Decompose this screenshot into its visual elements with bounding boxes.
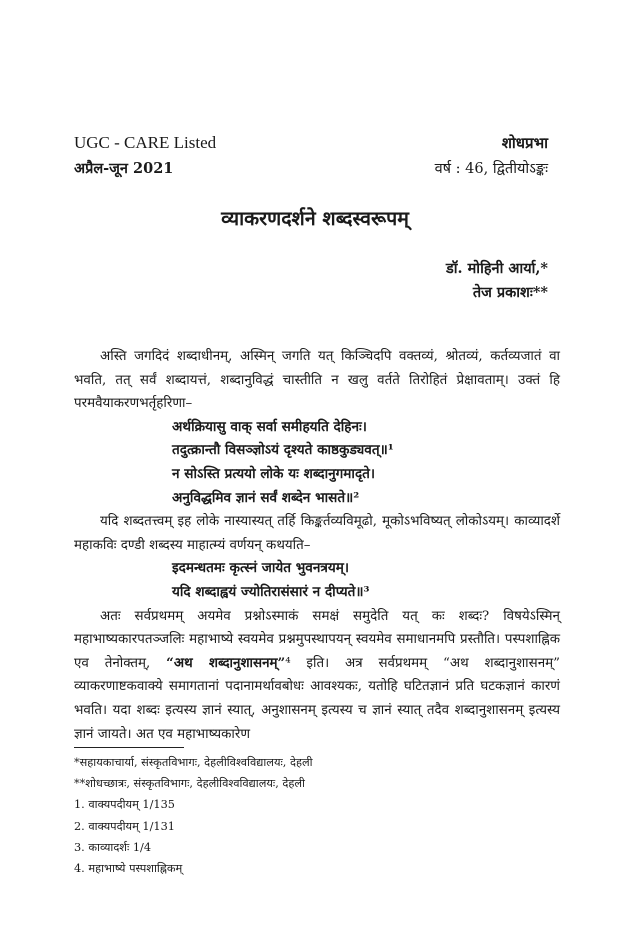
footnote-ref: ⁴ bbox=[285, 655, 291, 671]
footnote-item: **शोधच्छात्रः, संस्कृतविभागः, देहलीविश्वविद्यालयः, देहली bbox=[74, 777, 305, 791]
journal-name: शोधप्रभा bbox=[501, 134, 548, 152]
footnote-item: 3. काव्यादर्शः 1/4 bbox=[74, 840, 152, 854]
article-title: व्याकरणदर्शने शब्दस्वरूपम् bbox=[221, 207, 409, 230]
footnote-item: *सहायकाचार्या, संस्कृतविभागः, देहलीविश्वविद्यालयः, देहली bbox=[74, 756, 313, 769]
paragraph-3-part-1: अतः सर्वप्रथमम् अयमेव प्रश्नोऽस्माकं समक्षं समुदेति यत् कः शब्दः? विषयेऽस्मिन् महाभाष्यकारपतञ्जलिः महाभाष्ये स्वयमेव प्रश्नमुपस्थापयन् स्वयमेव समाधानमपि प्रस्तौति। पस्पशाह्निक एव तेनोक्तम्, bbox=[74, 608, 560, 671]
issue-date: अप्रैल-जून 2021 bbox=[74, 160, 174, 177]
footnote-divider bbox=[74, 747, 184, 748]
paragraph-3 bbox=[74, 605, 560, 747]
paragraph-3-part-2: इति। अत्र सर्वप्रथमम् “अथ शब्दानुशासनम्” व्याकरणाष्टकवाक्ये समागतानां पदानामर्थावबोधः आवश्यकः, यतोहि घटितज्ञानं प्रति घटकज्ञानं कारणं भवति। यदा शब्दः इत्यस्य ज्ञानं स्यात्, अनुशासनम् इत्यस्य च ज्ञानं स्यात् तदैव शब्दानुशासनम् इत्यस्य ज्ञानं जायते। अत एव महाभाष्यकारेण bbox=[74, 655, 560, 742]
article-body bbox=[74, 345, 560, 746]
journal-listing: UGC - CARE Listed bbox=[74, 133, 217, 152]
verse-line: इदमन्धतमः कृत्स्नं जायेत भुवनत्रयम्। bbox=[172, 560, 350, 577]
verse-line: तदुत्क्रान्तौ विसञ्ज्ञोऽयं दृश्यते काष्ठकुड्यवत्॥¹ bbox=[172, 442, 394, 459]
verse-line: अर्थक्रियासु वाक् सर्वा समीहयति देहिनः। bbox=[172, 418, 367, 435]
paragraph-2: यदि शब्दतत्त्वम् इह लोके नास्यास्यत् तर्हि किङ्कर्तव्यविमूढो, मूकोऽभविष्यत् लोकोऽयम्। काव्यादर्शे महाकविः दण्डी शब्दस्य माहात्म्यं वर्णयन् कथयति– bbox=[74, 514, 560, 553]
verse-line: यदि शब्दाह्वयं ज्योतिरासंसारं न दीप्यते॥³ bbox=[172, 583, 370, 600]
verse-line: न सोऽस्ति प्रत्ययो लोके यः शब्दानुगमादृते। bbox=[172, 465, 376, 482]
volume-issue: वर्ष : 46, द्वितीयोऽङ्कः bbox=[434, 161, 548, 177]
footnote-item: 4. महाभाष्ये पस्पशाह्निकम् bbox=[74, 862, 183, 876]
paragraph-1: अस्ति जगदिदं शब्दाधीनम्, अस्मिन् जगति यत् किञ्चिदपि वक्तव्यं, श्रोतव्यं, कर्तव्यजातं वा भवति, तत् सर्वं शब्दायत्तं, शब्दानुविद्धं चास्तीति न खलु वर्तते तिरोहितं प्रेक्षावताम्। उक्तं हि परमवैयाकरणभर्तृहरिणा– bbox=[74, 349, 560, 412]
footnote-item: 1. वाक्यपदीयम् 1/135 bbox=[74, 798, 175, 812]
author-2: तेज प्रकाशः** bbox=[472, 284, 548, 301]
footnotes bbox=[74, 752, 313, 879]
footnote-item: 2. वाक्यपदीयम् 1/131 bbox=[74, 819, 175, 833]
quoted-sutra: “अथ शब्दानुशासनम्” bbox=[166, 654, 286, 671]
author-1: डॉ. मोहिनी आर्या,* bbox=[446, 260, 548, 277]
verse-line: अनुविद्धमिव ज्ञानं सर्वं शब्देन भासते॥² bbox=[172, 489, 360, 506]
